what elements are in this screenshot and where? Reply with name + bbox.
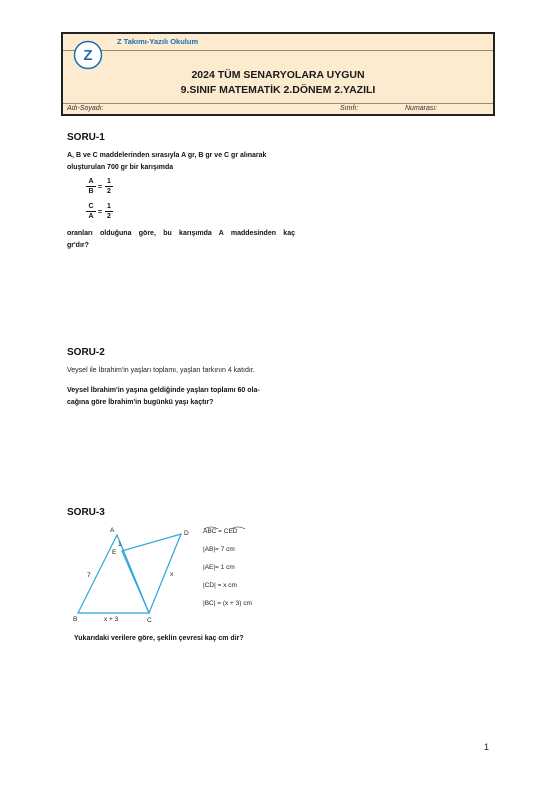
question-1-after-line-2: gr'dır?	[67, 242, 89, 249]
page-number: 1	[484, 742, 490, 752]
question-1-title: SORU-1	[67, 132, 105, 143]
header-divider-top	[63, 50, 493, 51]
segment-bc-label: x + 3	[104, 616, 119, 623]
ratio-ab-fraction	[86, 178, 96, 195]
header-divider-bottom	[63, 103, 493, 104]
ratio-ca-numerator: C	[88, 203, 94, 210]
exam-header	[61, 32, 495, 116]
number-field-label: Numarası:	[405, 105, 438, 112]
given-cd: |CD| = x cm	[203, 582, 237, 589]
brand-name: Z Takımı-Yazılı Okulum	[117, 37, 199, 46]
class-field-label: Sınıfı:	[340, 105, 359, 112]
question-3-prompt: Yukarıdaki verilere göre, şeklin çevresi kaç cm dir?	[74, 635, 244, 642]
question-2-line-2: cağına göre İbrahim'in bugünkü yaşı kaçtır?	[67, 399, 214, 406]
given-ae: |AE|= 1 cm	[203, 564, 235, 571]
vertex-d-label: D	[184, 530, 189, 537]
name-field-label: Adı-Soyadı:	[67, 105, 104, 112]
segment-ae-label: 1	[118, 541, 122, 548]
given-angle-equality: ABC = CED	[203, 528, 238, 535]
ratio-ab-numerator: A	[88, 178, 94, 185]
vertex-a-label: A	[110, 527, 115, 534]
ratio-ca-value: 1 2	[105, 203, 113, 220]
vertex-b-label: B	[73, 616, 78, 623]
logo-letter: Z	[83, 47, 93, 64]
question-2-title: SORU-2	[67, 347, 105, 358]
question-1-after-line-1: oranları olduğuna göre, bu karışımda A maddesinden kaç	[67, 230, 295, 237]
ratio-ab-equals: =	[98, 184, 103, 191]
geometry-figure	[60, 522, 200, 627]
question-1-line-1: A, B ve C maddelerinden sırasıyla A gr, B gr ve C gr alınarak	[67, 152, 267, 159]
exam-title-line1: 2024 TÜM SENARYOLARA UYGUN	[191, 69, 365, 81]
point-e-label: E	[112, 549, 117, 556]
ratio-ca-equals: =	[98, 209, 103, 216]
ratio-ca-denominator: A	[88, 213, 94, 220]
ratio-ab-value: 1 2	[105, 178, 113, 195]
question-3-title: SORU-3	[67, 507, 105, 518]
ratio-ca-fraction	[86, 203, 96, 220]
segment-cd-label: x	[170, 571, 174, 578]
given-ab: |AB|= 7 cm	[203, 546, 235, 553]
vertex-c-label: C	[147, 617, 152, 624]
segment-ab-label: 7	[87, 572, 91, 579]
z-logo-icon	[73, 40, 103, 70]
ratio-ab-denominator: B	[88, 188, 94, 195]
question-2-intro: Veysel ile İbrahim'in yaşları toplamı, yaşları farkının 4 katıdır.	[67, 367, 255, 374]
given-bc: |BC| = (x + 3) cm	[203, 600, 252, 607]
exam-title-line2: 9.SINIF MATEMATİK 2.DÖNEM 2.YAZILI	[180, 84, 376, 96]
question-1-line-2: oluşturulan 700 gr bir karışımda	[67, 164, 174, 171]
question-2-line-1: Veysel İbrahim'in yaşına geldiğinde yaşları toplamı 60 ola-	[67, 387, 260, 394]
